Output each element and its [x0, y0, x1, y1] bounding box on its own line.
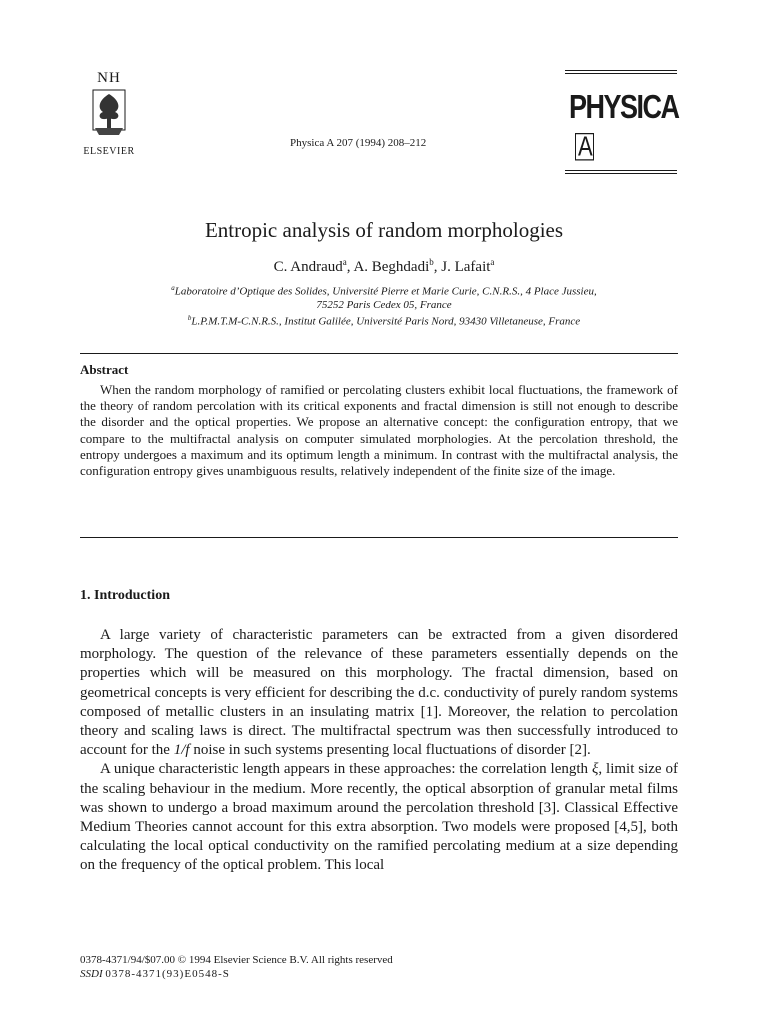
elsevier-tree-emblem [89, 88, 129, 138]
affiliation-b: $^b$L.P.M.T.M-C.N.R.S., Institut Galilée, Université Paris Nord, 93430 Villetaneuse, France [187, 314, 581, 328]
affiliation-mark: a [171, 284, 175, 292]
journal-name-text: PHYSICA [569, 88, 679, 126]
author-name: A. Beghdadi [353, 259, 430, 275]
masthead-rule-top [565, 70, 677, 71]
affiliation-a-line2: 75252 Paris Cedex 05, France [316, 299, 452, 311]
italic-term: 1/f [173, 742, 190, 759]
paragraph: A large variety of characteristic parameters can be extracted from a given disordered morphology. The question of the relevance of these parameters essentially depends on the properties which will be measured on this morphology. The fractal dimension, based on geometrical concepts is very efficient for describing the d.c. conductivity of purely random systems composed of metallic clusters in an insulating matrix [1]. Moreover, the relation to percolation theory and scaling laws is direct. The multifractal spectrum was then successfully introduced to account for the 1/f noise in such systems presenting local fluctuations of disorder [2]. [80, 627, 678, 759]
ssdi-label: SSDI [80, 968, 103, 980]
publisher-name: ELSEVIER [83, 146, 135, 157]
author-list: C. Andraud$^a$, A. Beghdadi$^b$, J. Lafait$^a$ [273, 257, 495, 275]
introduction-body [80, 626, 678, 876]
divider [80, 353, 678, 354]
section-heading-introduction: 1. Introduction [80, 588, 170, 603]
masthead-rule-bottom [565, 170, 677, 171]
copyright-footer [80, 953, 393, 981]
math-symbol: ξ [591, 761, 599, 778]
author-affil-mark: a [490, 257, 495, 267]
ssdi-line [80, 967, 393, 981]
abstract-heading: Abstract [80, 362, 129, 377]
masthead-rule-bottom-2 [565, 173, 677, 174]
journal-name [569, 88, 677, 163]
divider [80, 537, 678, 538]
author-affil-mark: a [342, 257, 347, 267]
author-name: C. Andraud [273, 259, 343, 275]
author-affil-mark: b [429, 257, 434, 267]
abstract-text: When the random morphology of ramified or percolating clusters exhibit local fluctuations, the framework of the theory of random percolation with its critical exponents and fractal dimension is still not enough to describe the disorder and the optical properties. We propose an alternative concept: the configuration entropy, that we compare to the multifractal analysis on computer simulated morphologies. At the percolation threshold, the entropy undergoes a maximum and its optimum length a minimum. In contrast with the multifractal analysis, the configuration entropy gives unambiguous results, relatively independent of the finite size of the image. [80, 382, 678, 479]
author-name: J. Lafait [441, 259, 491, 275]
ssdi-value: 0378-4371(93)E0548-S [105, 968, 230, 980]
publisher-logo [80, 70, 138, 157]
journal-masthead [565, 70, 677, 176]
paragraph: A unique characteristic length appears in these approaches: the correlation length ξ, limit size of the scaling behaviour in the medium. More recently, the optical absorption of granular metal films was shown to undergo a broad maximum around the percolation threshold [3]. Classical Effective Medium Theories cannot account for this extra absorption. Two models were proposed [4,5], both calculating the local optical conductivity on the ramified percolating medium at a size depending on the frequency of the optical problem. This local [80, 761, 678, 874]
journal-series: A [575, 133, 594, 161]
article-title: Entropic analysis of random morphologies [204, 218, 564, 242]
copyright-line: 0378-4371/94/$07.00 © 1994 Elsevier Science B.V. All rights reserved [80, 954, 393, 966]
affiliation-a-line1: $^a$Laboratoire d’Optique des Solides, Université Pierre et Marie Curie, C.N.R.S., 4 Place Jussieu, [171, 284, 597, 298]
masthead-rule-top-2 [565, 73, 677, 74]
affiliation-mark: b [187, 314, 192, 322]
publisher-logo-letters: NH [97, 70, 121, 86]
journal-citation: Physica A 207 (1994) 208–212 [290, 137, 427, 149]
